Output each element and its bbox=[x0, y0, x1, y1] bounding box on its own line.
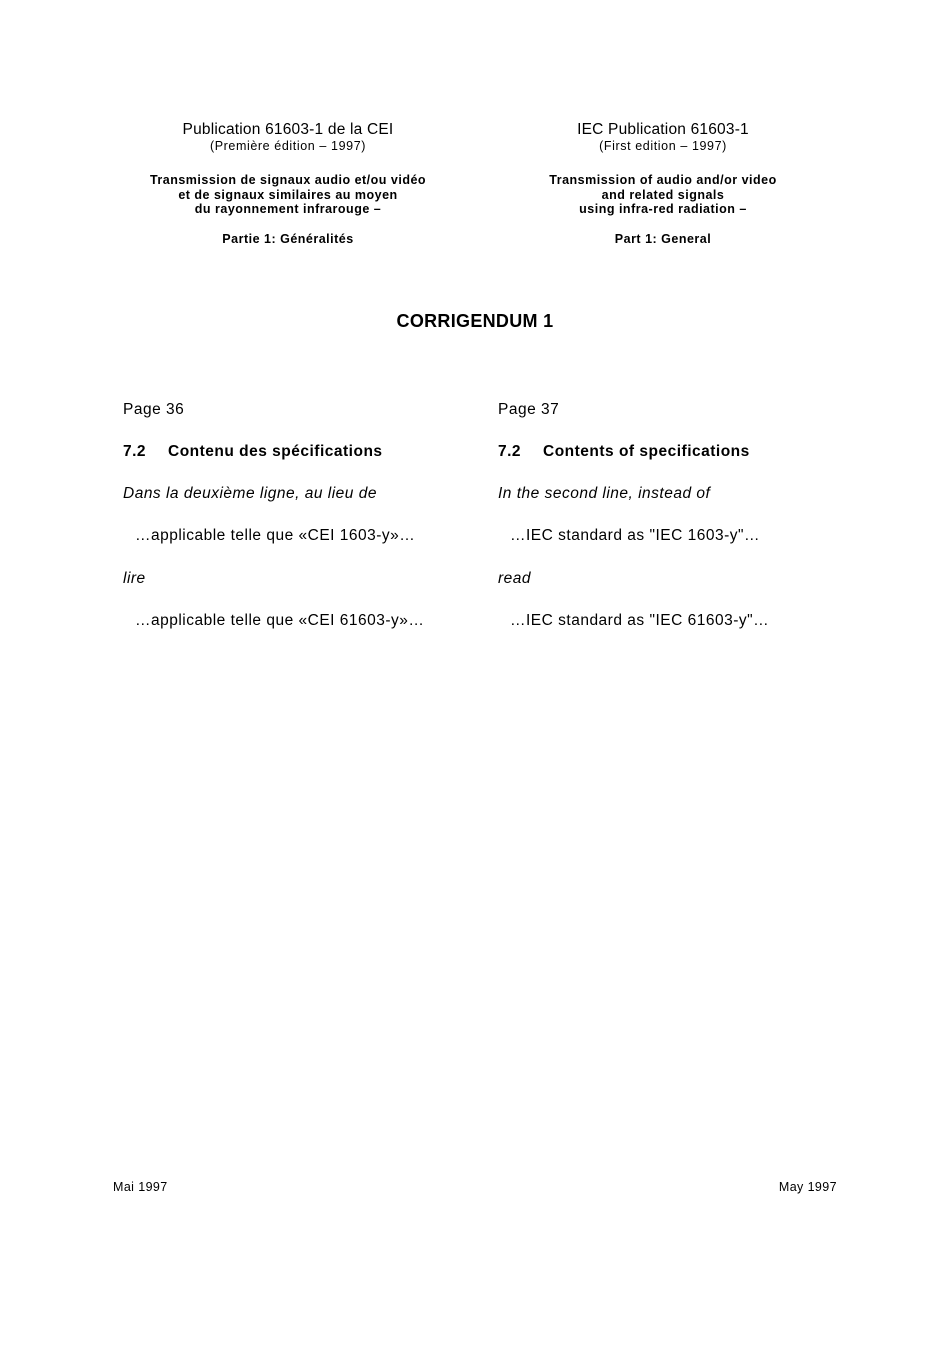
new-text-en: …IEC standard as "IEC 61603-y"… bbox=[510, 612, 770, 629]
replace-word-en: read bbox=[498, 570, 532, 587]
footer-date-en: May 1997 bbox=[778, 1180, 837, 1194]
document-title-fr bbox=[123, 173, 453, 217]
section-number-fr: 7.2 bbox=[123, 443, 147, 460]
section-title-fr: Contenu des spécifications bbox=[168, 443, 383, 460]
section-number-en: 7.2 bbox=[498, 443, 522, 460]
title-line-en-2: and related signals bbox=[601, 187, 725, 202]
new-text-fr: …applicable telle que «CEI 61603-y»… bbox=[135, 612, 425, 629]
part-title-fr: Partie 1: Généralités bbox=[222, 231, 354, 246]
part-title-en: Part 1: General bbox=[614, 231, 712, 246]
title-line-en-1: Transmission of audio and/or video bbox=[549, 173, 777, 187]
document-title-en bbox=[498, 173, 828, 217]
page-ref-fr: Page 36 bbox=[123, 401, 185, 418]
section-title-en: Contents of specifications bbox=[543, 443, 750, 460]
publication-title-fr: Publication 61603-1 de la CEI bbox=[182, 121, 394, 138]
replace-word-fr: lire bbox=[123, 570, 146, 587]
old-text-en: …IEC standard as "IEC 1603-y"… bbox=[510, 527, 760, 544]
instruction-fr: Dans la deuxième ligne, au lieu de bbox=[123, 485, 377, 502]
corrigendum-heading: CORRIGENDUM 1 bbox=[396, 311, 554, 331]
instruction-en: In the second line, instead of bbox=[498, 485, 711, 502]
title-line-fr-1: Transmission de signaux audio et/ou vidéo bbox=[149, 173, 427, 187]
section-heading-en bbox=[498, 442, 750, 462]
page-ref-en: Page 37 bbox=[498, 401, 560, 418]
title-line-en-3: using infra-red radiation – bbox=[579, 202, 747, 216]
publication-title-en: IEC Publication 61603-1 bbox=[577, 121, 749, 138]
title-line-fr-2: et de signaux similaires au moyen bbox=[178, 187, 398, 202]
header-french bbox=[123, 121, 453, 247]
header-english bbox=[498, 121, 828, 247]
edition-en: (First edition – 1997) bbox=[599, 139, 727, 153]
title-line-fr-3: du rayonnement infrarouge – bbox=[194, 202, 382, 216]
old-text-fr: …applicable telle que «CEI 1603-y»… bbox=[135, 527, 416, 544]
section-heading-fr bbox=[123, 442, 383, 462]
edition-fr: (Première édition – 1997) bbox=[209, 139, 367, 153]
footer-date-fr: Mai 1997 bbox=[113, 1180, 168, 1194]
